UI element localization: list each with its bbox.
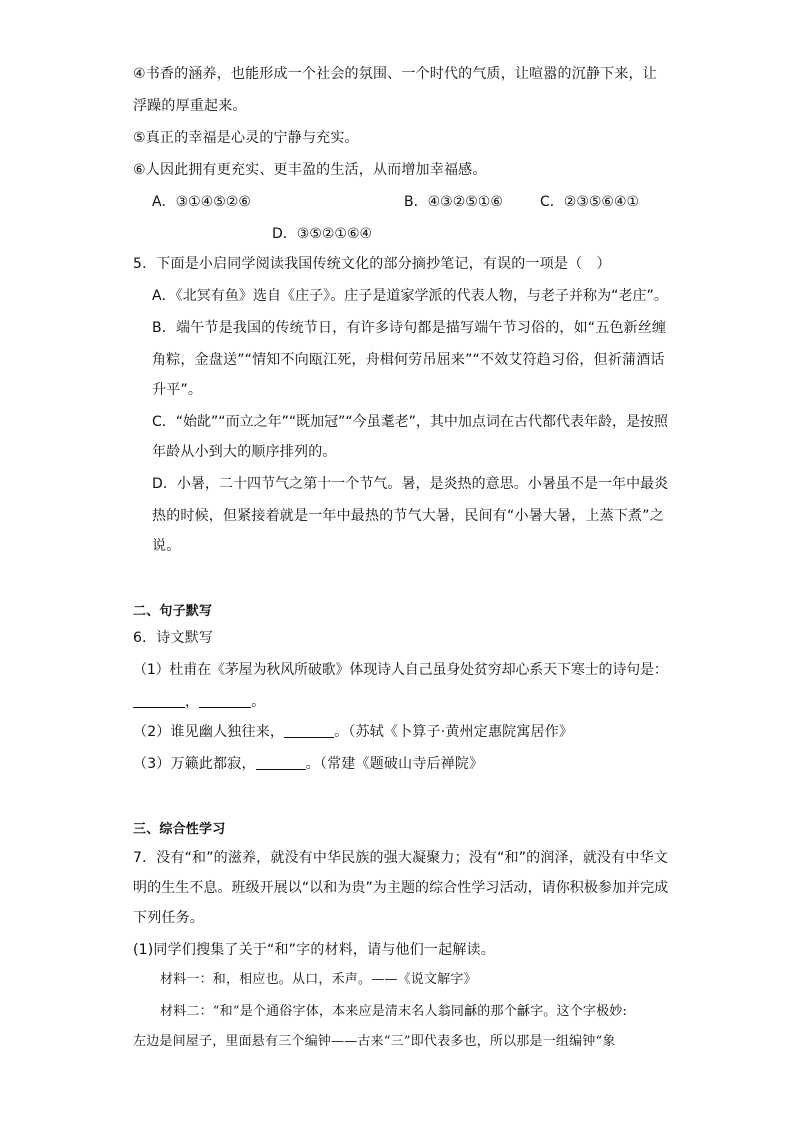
- q7-line3: 下列任务。: [133, 910, 204, 926]
- q5-option-c-line2: 年龄从小到大的顺序排列的。: [152, 444, 337, 460]
- q6-item-1-answer: ， 。: [133, 692, 265, 712]
- q4-option-d: D．③⑤②①⑥④: [272, 226, 373, 242]
- q6-stem: 6．诗文默写: [133, 630, 214, 646]
- sentence-6: ⑥人因此拥有更充实、更丰盈的生活，从而增加幸福感。: [133, 162, 487, 178]
- q5-option-d-line3: 说。: [152, 538, 181, 554]
- q7-line2: 明的生生不息。班级开展以“以和为贵”为主题的综合性学习活动，请你积极参加并完成: [133, 880, 669, 896]
- q7-sub-1: (1)同学们搜集了关于“和”字的材料，请与他们一起解读。: [133, 942, 495, 958]
- answer-blank[interactable]: [256, 755, 306, 770]
- q5-option-d-line2: 热的时候，但紧接着就是一年中最热的节气大暑，民间有“小暑大暑，上蒸下煮”之: [152, 508, 664, 524]
- sentence-5: ⑤真正的幸福是心灵的宁静与充实。: [133, 130, 359, 146]
- sentence-4-line1: ④书香的涵养，也能形成一个社会的氛围、一个时代的气质，让喧嚣的沉静下来，让: [133, 66, 657, 82]
- section-2-title: 二、句子默写: [133, 604, 213, 619]
- q5-stem: 5．下面是小启同学阅读我国传统文化的部分摘抄笔记，有误的一项是（ ）: [133, 256, 611, 272]
- sentence-4-line2: 浮躁的厚重起来。: [133, 98, 247, 114]
- q4-option-b: B．④③②⑤①⑥: [404, 194, 503, 210]
- answer-blank[interactable]: [133, 693, 185, 708]
- section-3-title: 三、综合性学习: [133, 822, 226, 837]
- q5-option-b-line1: B．端午节是我国的传统节日，有许多诗句都是描写端午节习俗的，如“五色新丝缠: [152, 320, 667, 336]
- q5-option-c-line1: C．“始龀”“而立之年”“既加冠”“今虽耄老”，其中加点词在古代都代表年龄，是按照: [152, 414, 668, 430]
- q4-option-a: A．③①④⑤②⑥: [152, 194, 251, 210]
- answer-blank[interactable]: [199, 693, 251, 708]
- q6-item-2: （2）谁见幽人独往来， 。（苏轼《卜算子·黄州定惠院寓居作》: [133, 724, 574, 740]
- q5-option-b-line2: 角粽，金盘送”“情知不向瓯江死，舟楫何劳吊屈来”“不效艾符趋习俗，但祈蒲酒话: [152, 352, 665, 368]
- q5-option-d-line1: D．小暑，二十四节气之第十一个节气。暑，是炎热的意思。小暑虽不是一年中最炎: [152, 476, 669, 492]
- material-1: 材料一：和，相应也。从口，禾声。——《说文解字》: [160, 972, 477, 987]
- q5-option-a: A．《北冥有鱼》选自《庄子》。庄子是道家学派的代表人物，与老子并称为“老庄”。: [152, 288, 668, 304]
- q5-option-b-line3: 升平”。: [152, 382, 203, 398]
- q6-item-1: （1）杜甫在《茅屋为秋风所破歌》体现诗人自己虽身处贫穷却心系天下寒士的诗句是：: [133, 662, 668, 678]
- q7-line1: 7．没有“和”的滋养，就没有中华民族的强大凝聚力；没有“和”的润泽，就没有中华文: [133, 850, 668, 866]
- answer-blank[interactable]: [284, 723, 334, 738]
- q6-item-3: （3）万籁此都寂， 。（常建《题破山寺后禅院》: [133, 756, 484, 772]
- material-2-line2: 左边是间屋子，里面悬有三个编钟——古来“三”即代表多也，所以那是一组编钟“象: [133, 1034, 616, 1049]
- q4-option-c: C．②③⑤⑥④①: [540, 194, 640, 210]
- material-2-line1: 材料二：“和”是个通俗字体，本来应是清末名人翁同龢的那个龢字。这个字极妙:: [160, 1004, 628, 1019]
